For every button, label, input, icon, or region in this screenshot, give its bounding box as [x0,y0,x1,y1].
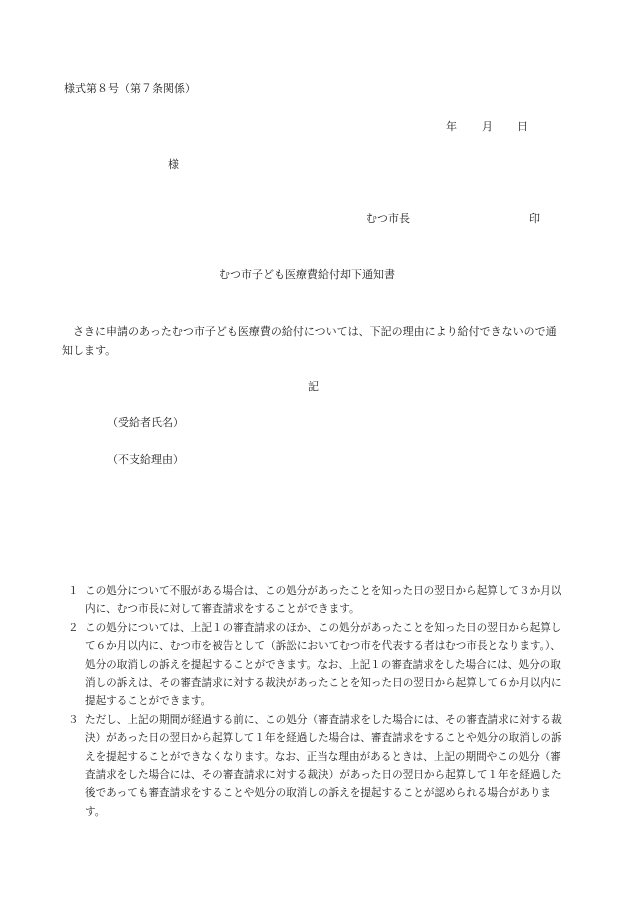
form-number: 様式第８号（第７条関係） [64,82,196,95]
date-day-label: 日 [517,120,528,133]
date-year-label: 年 [446,120,457,133]
body-text: さきに申請のあったむつ市子ども医療費の給付については、下記の理由により給付できないので通知します。 [62,325,557,357]
date-month-label: 月 [482,120,493,133]
note-text: ただし、上記の期間が経過する前に、この処分（審査請求をした場合には、その審査請求に対する裁決）があった日の翌日から起算して１年を経過した場合は、審査請求をすることや処分の取消しの訴えを提起することができなくなります。なお、正当な理由があるときは、上記の期間やこの処分（審査請求をした場合には、その審査請求に対する裁決）があった日の翌日から起算して１年を経過した後であっても審査請求をすることや処分の取消しの訴えを提起することが認められる場合があります。 [85,713,562,818]
non-payment-reason-label: （不支給理由） [107,453,184,466]
ki-heading: 記 [308,380,319,393]
issuer-name: むつ市長 [366,212,410,225]
note-item [68,711,562,821]
recipient-name-label: （受給者氏名） [107,416,184,429]
seal-mark: 印 [529,212,540,225]
note-text: この処分について不服がある場合は、この処分があったことを知った日の翌日から起算して３か月以内に、むつ市長に対して審査請求をすることができます。 [85,585,562,616]
note-text: この処分については、上記１の審査請求のほか、この処分があったことを知った日の翌日から起算して６か月以内に、むつ市を被告として（訴訟においてむつ市を代表する者はむつ市長となります。）、処分の取消しの訴えを提起することができます。なお、上記１の審査請求をした場合には、処分の取消しの訴えは、その審査請求に対する裁決があったことを知った日の翌日から起算して６か月以内に提起することができます。 [85,621,562,708]
note-item [68,582,562,619]
addressee-suffix: 様 [168,158,179,171]
note-number: １ [68,585,79,597]
note-number: ３ [68,713,79,726]
note-number: ２ [68,621,79,634]
appeal-notes [68,582,562,821]
document-title: むつ市子ども医療費給付却下通知書 [219,268,395,281]
note-item [68,619,562,711]
